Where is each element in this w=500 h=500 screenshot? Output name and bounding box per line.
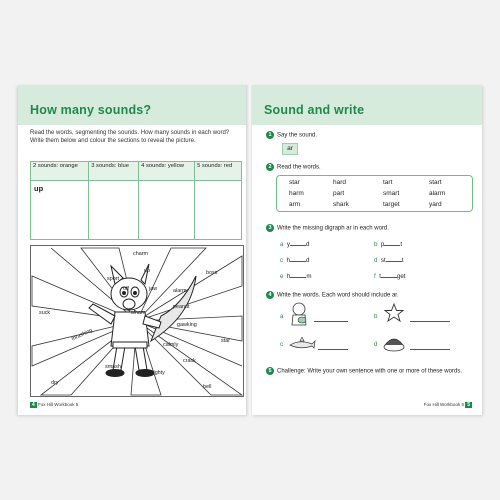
- sound-ar-box: ar: [282, 143, 298, 155]
- left-instructions: Read the words, segmenting the sounds. How many sounds in each word? Write them below and colour the sections to reveal the picture.: [30, 130, 230, 144]
- star-icon: [384, 303, 404, 323]
- step-5: [266, 367, 466, 376]
- word-gawking: gawking: [177, 322, 197, 328]
- step-3: [266, 224, 389, 232]
- blank-line[interactable]: [384, 245, 400, 246]
- word-item: yard: [429, 201, 442, 208]
- sounds-table: [30, 161, 242, 240]
- step-1-number: 1: [266, 131, 274, 139]
- word-off: off: [123, 286, 129, 292]
- step-3-number: 3: [266, 224, 274, 232]
- blank-line[interactable]: [290, 277, 306, 278]
- pic-label-d: d: [374, 341, 378, 348]
- blank-line[interactable]: [290, 245, 306, 246]
- pic-label-c: c: [280, 341, 284, 348]
- header-2-sounds: 2 sounds: orange: [31, 162, 89, 181]
- word-mighty: mighty: [149, 370, 165, 376]
- step-5-number: 5: [266, 367, 274, 375]
- digraph-item-d: d st t: [374, 257, 404, 264]
- word-calmly: calmly: [163, 342, 179, 348]
- left-page: [18, 85, 248, 415]
- header-5-sounds: 5 sounds: red: [195, 162, 242, 181]
- word-item: smart: [383, 190, 400, 197]
- word-item: hard: [333, 179, 347, 186]
- left-footer: [30, 402, 78, 408]
- step-2: [266, 163, 321, 171]
- word-item: star: [289, 179, 300, 186]
- answer-line-a[interactable]: [314, 321, 348, 322]
- step-1: [266, 131, 317, 139]
- step-2-number: 2: [266, 163, 274, 171]
- answer-line-c[interactable]: [318, 349, 348, 350]
- word-item: alarm: [429, 190, 446, 197]
- digraph-item-a: a y d: [280, 241, 310, 248]
- digraph-item-c: c h d: [280, 257, 310, 264]
- word-boss: boss: [206, 270, 218, 276]
- shark-icon: [288, 337, 316, 351]
- left-page-number: 4: [32, 402, 35, 408]
- left-footer-text: Fox Hill Workbook 5: [38, 402, 79, 407]
- fox-guitar-icon: [288, 301, 310, 327]
- step-4: [266, 291, 399, 299]
- pic-label-a: a: [280, 313, 284, 320]
- fox-illustration: [31, 246, 243, 396]
- word-sport: sport: [107, 276, 119, 282]
- cell-5-sounds[interactable]: [195, 181, 242, 240]
- colour-by-sound-picture: [30, 245, 244, 397]
- left-page-title: How many sounds?: [30, 103, 152, 117]
- step-1-text: Say the sound.: [277, 132, 318, 139]
- word-up: up: [144, 268, 150, 274]
- word-item: arm: [289, 201, 301, 208]
- word-list-box: [276, 175, 473, 212]
- right-footer-text: Fox Hill Workbook 5: [423, 402, 464, 407]
- digraph-item-f: f t get: [374, 273, 406, 280]
- right-footer: [424, 402, 472, 408]
- cell-3-sounds[interactable]: [89, 181, 139, 240]
- blank-line[interactable]: [381, 277, 397, 278]
- word-crack: crack: [183, 358, 196, 364]
- step-2-text: Read the words.: [277, 164, 321, 171]
- digraph-item-e: e h m: [280, 273, 312, 280]
- word-smash: smash: [105, 364, 121, 370]
- word-suck: suck: [39, 310, 51, 316]
- answer-line-b[interactable]: [410, 321, 450, 322]
- workbook-spread: [18, 85, 482, 415]
- word-dry: dry: [51, 380, 59, 386]
- word-alarm: alarm: [173, 288, 187, 294]
- digraph-item-b: b p t: [374, 241, 403, 248]
- right-page-title: Sound and write: [264, 103, 365, 117]
- word-star: star: [221, 338, 230, 344]
- header-4-sounds: 4 sounds: yellow: [139, 162, 195, 181]
- answer-line-d[interactable]: [410, 349, 450, 350]
- word-wham: wham: [131, 310, 146, 316]
- word-bell: bell: [203, 384, 212, 390]
- step-4-text: Write the words. Each word should include ar.: [277, 292, 399, 299]
- cell-4-sounds[interactable]: [139, 181, 195, 240]
- right-page: [252, 85, 482, 415]
- cell-2-sounds[interactable]: up: [31, 181, 89, 240]
- word-charm: charm: [133, 251, 148, 257]
- word-jaw: jaw: [149, 286, 158, 292]
- blank-line[interactable]: [290, 261, 306, 262]
- word-item: target: [383, 201, 400, 208]
- word-item: start: [429, 179, 442, 186]
- pic-label-b: b: [374, 313, 378, 320]
- word-thrashing: thrashing: [70, 327, 94, 343]
- tart-icon: [382, 333, 406, 353]
- word-peanut: peanut: [173, 304, 190, 310]
- word-item: shark: [333, 201, 349, 208]
- blank-line[interactable]: [386, 261, 402, 262]
- word-item: tart: [383, 179, 393, 186]
- word-item: harm: [289, 190, 304, 197]
- word-item: part: [333, 190, 345, 197]
- right-page-number: 5: [467, 402, 470, 408]
- step-4-number: 4: [266, 291, 274, 299]
- header-3-sounds: 3 sounds: blue: [89, 162, 139, 181]
- step-5-text: Challenge: Write your own sentence with one or more of these words.: [277, 368, 462, 375]
- step-3-text: Write the missing digraph ar in each word.: [277, 225, 389, 232]
